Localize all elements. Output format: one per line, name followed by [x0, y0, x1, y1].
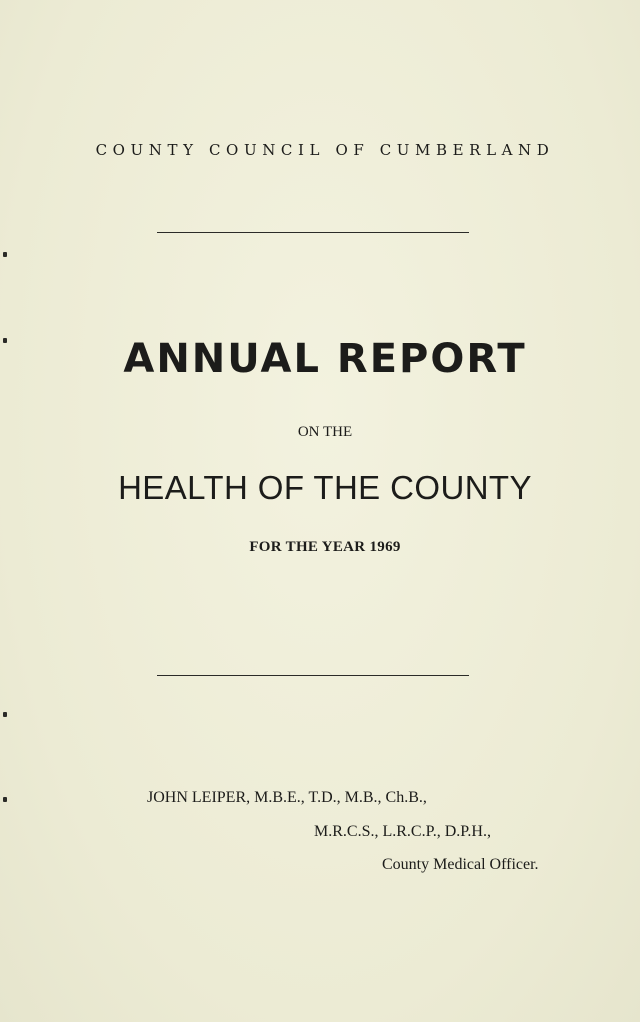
bottom-rule: [157, 675, 469, 676]
top-rule: [157, 232, 469, 233]
binding-hole-mark: [3, 712, 7, 717]
binding-hole-mark: [3, 338, 7, 343]
binding-hole-mark: [3, 797, 7, 802]
report-title: ANNUAL REPORT: [123, 336, 527, 382]
council-heading: COUNTY COUNCIL OF CUMBERLAND: [95, 141, 555, 159]
author-qualifications: M.R.C.S., L.R.C.P., D.P.H.,: [314, 823, 491, 840]
author-name: JOHN LEIPER, M.B.E., T.D., M.B., Ch.B.,: [147, 789, 427, 806]
title-connector: ON THE: [297, 424, 353, 440]
author-position: County Medical Officer.: [382, 856, 539, 873]
report-period: FOR THE YEAR 1969: [249, 539, 401, 555]
binding-hole-mark: [3, 252, 7, 257]
report-subject: HEALTH OF THE COUNTY: [118, 469, 532, 506]
